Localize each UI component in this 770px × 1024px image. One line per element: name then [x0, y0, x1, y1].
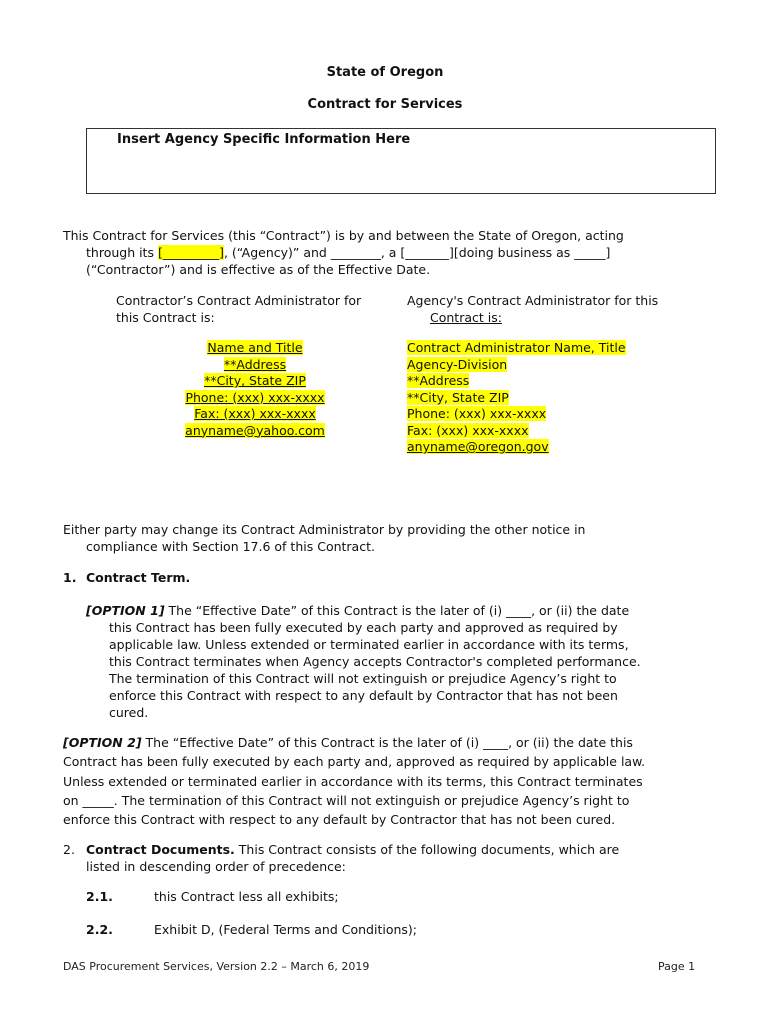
intro-line-1: This Contract for Services (this “Contract”) is by and between the State of Oregon, acting	[63, 228, 624, 243]
agency-address: **Address	[407, 373, 470, 388]
option-2-line-4: on _____. The termination of this Contract will not extinguish or prejudice Agency’s right to	[63, 792, 630, 808]
contractor-name-title: Name and Title	[207, 340, 303, 355]
document-subtitle: Contract for Services	[307, 97, 463, 112]
section-2-number: 2.	[63, 842, 75, 857]
list-item-number: 2.1.	[86, 889, 113, 904]
agency-fax: Fax: (xxx) xxx-xxxx	[407, 422, 529, 438]
contractor-email-link[interactable]: anyname@yahoo.com	[185, 422, 325, 438]
agency-info-box-label: Insert Agency Specific Information Here	[117, 132, 411, 147]
contractor-address-block	[150, 340, 360, 439]
section-2-line-2: listed in descending order of precedence:	[86, 859, 346, 874]
intro-line-2a: through its	[86, 245, 158, 260]
option-1-paragraph	[86, 602, 746, 721]
agency-admin-heading-1: Agency's Contract Administrator for this	[407, 293, 659, 308]
option-1-line-1: [OPTION 1] The “Effective Date” of this Contract is the later of (i) ____, or (ii) the date	[86, 603, 630, 618]
list-item-number: 2.2.	[86, 922, 113, 937]
option-2-line-5: enforce this Contract with respect to any default by Contractor that has not been cured.	[63, 812, 616, 828]
footer-version: DAS Procurement Services, Version 2.2 – March 6, 2019	[63, 960, 370, 973]
agency-admin-heading-2: Contract is:	[430, 310, 502, 325]
section-2-line-1: 2. Contract Documents. This Contract consists of the following documents, which are	[63, 842, 620, 857]
agency-info-box	[86, 128, 716, 194]
option-1-line-3: applicable law. Unless extended or terminated earlier in accordance with its terms,	[109, 637, 629, 652]
list-item-text: this Contract less all exhibits;	[154, 889, 339, 904]
change-notice-line-2: compliance with Section 17.6 of this Contract.	[86, 539, 375, 554]
contractor-phone: Phone: (xxx) xxx-xxxx	[185, 389, 325, 405]
option-2-paragraph	[63, 733, 753, 829]
option-1-line-6: enforce this Contract with respect to any default by Contractor that has not been	[109, 688, 618, 703]
intro-line-3: (“Contractor”) and is effective as of the Effective Date.	[86, 262, 431, 277]
contractor-admin-heading	[116, 292, 396, 326]
change-notice-paragraph	[63, 521, 743, 555]
option-1-label: [OPTION 1]	[86, 603, 165, 618]
agency-blank-field: [_________]	[157, 245, 224, 260]
option-1-line-7: cured.	[109, 705, 149, 720]
option-2-line-2: Contract has been fully executed by each party and, approved as required by applicable law.	[63, 754, 646, 770]
contractor-admin-heading-2: this Contract is:	[116, 310, 215, 325]
change-notice-line-1: Either party may change its Contract Administrator by providing the other notice in	[63, 522, 586, 537]
agency-division: Agency-Division	[407, 356, 508, 372]
option-1-line-2: this Contract has been fully executed by each party and approved as required by	[109, 620, 618, 635]
intro-line-2	[63, 244, 743, 261]
list-item	[86, 889, 339, 904]
contractor-city-state-zip: **City, State ZIP	[204, 373, 306, 388]
agency-phone: Phone: (xxx) xxx-xxxx	[407, 406, 547, 421]
section-1-number: 1.	[63, 570, 77, 585]
list-item-text: Exhibit D, (Federal Terms and Conditions);	[154, 922, 418, 937]
agency-admin-heading	[407, 292, 707, 326]
intro-paragraph	[63, 227, 743, 278]
agency-address-block	[407, 340, 707, 456]
agency-admin-name-title: Contract Administrator Name, Title	[407, 340, 626, 355]
section-2-title: Contract Documents.	[86, 842, 235, 857]
intro-line-2b: , (“Agency)” and ________, a [_______][doing business as _____]	[223, 245, 611, 260]
option-1-line-5: The termination of this Contract will not extinguish or prejudice Agency’s right to	[109, 671, 617, 686]
option-2-line-3: Unless extended or terminated earlier in accordance with its terms, this Contract terminates	[63, 773, 643, 789]
agency-email-link[interactable]: anyname@oregon.gov	[407, 439, 549, 454]
section-2-paragraph	[63, 841, 743, 875]
footer-page-number: Page 1	[658, 960, 696, 973]
option-2-line-1: [OPTION 2] The “Effective Date” of this Contract is the later of (i) ____, or (ii) the date this	[63, 735, 633, 750]
contractor-address: **Address	[223, 356, 287, 372]
contractor-fax: Fax: (xxx) xxx-xxxx	[194, 406, 316, 421]
document-title: State of Oregon	[326, 65, 444, 80]
contractor-admin-heading-1: Contractor’s Contract Administrator for	[116, 293, 362, 308]
option-1-line-4: this Contract terminates when Agency accepts Contractor's completed performance.	[109, 654, 641, 669]
section-1-title: Contract Term.	[86, 570, 191, 585]
section-1-heading	[63, 570, 190, 585]
option-2-label: [OPTION 2]	[63, 735, 142, 750]
agency-city-state-zip: **City, State ZIP	[407, 389, 509, 405]
list-item	[86, 922, 417, 937]
